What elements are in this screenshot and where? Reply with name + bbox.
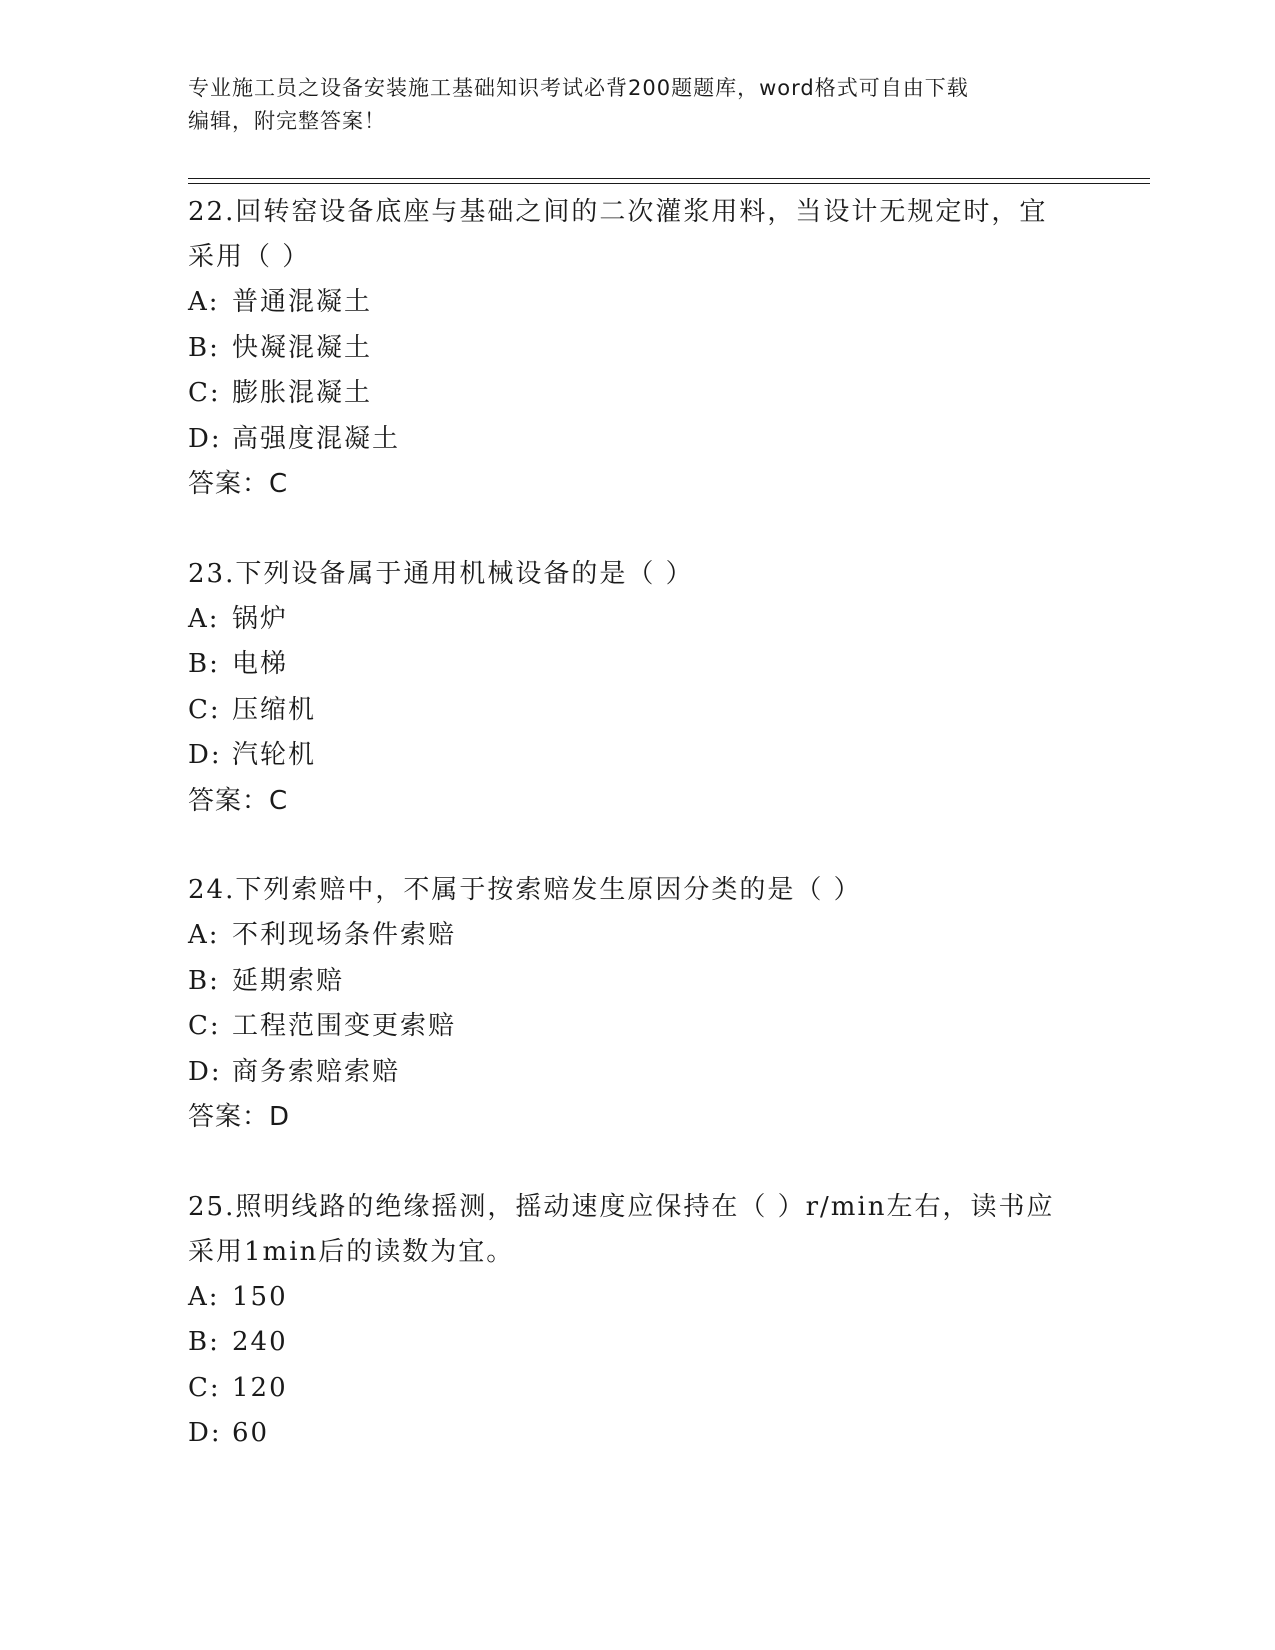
option-key: B: bbox=[188, 332, 220, 363]
option-text: 电梯 bbox=[232, 649, 289, 679]
option-text: 工程范围变更索赔 bbox=[232, 1011, 457, 1041]
header-title-line-2: 编辑，附完整答案！ bbox=[188, 109, 386, 133]
option-key: D: bbox=[188, 1056, 222, 1087]
option-d bbox=[188, 417, 1088, 463]
option-key: B: bbox=[188, 965, 220, 996]
option-b bbox=[188, 1320, 1088, 1366]
question-text: 25.照明线路的绝缘摇测，摇动速度应保持在（ ）r/min左右，读书应 bbox=[188, 1191, 1055, 1222]
question-text-continued: 采用（ ） bbox=[188, 242, 311, 272]
question-text: 23.下列设备属于通用机械设备的是（ ） bbox=[188, 558, 694, 589]
document-header bbox=[188, 72, 1088, 138]
answer-label: 答案：D bbox=[188, 1102, 291, 1132]
option-c bbox=[188, 1004, 1088, 1050]
option-text: 150 bbox=[232, 1281, 288, 1312]
option-key: C: bbox=[188, 1011, 221, 1041]
option-b bbox=[188, 642, 1088, 688]
option-key: A: bbox=[188, 603, 220, 634]
header-divider-bottom bbox=[188, 183, 1150, 184]
header-divider-top bbox=[188, 178, 1150, 179]
option-d bbox=[188, 1050, 1088, 1096]
option-b bbox=[188, 326, 1088, 372]
question-23 bbox=[188, 552, 1088, 825]
option-b bbox=[188, 959, 1088, 1005]
answer-label: 答案：C bbox=[188, 785, 289, 816]
option-key: C: bbox=[188, 378, 221, 408]
option-text: 膨胀混凝土 bbox=[232, 378, 373, 408]
option-d bbox=[188, 733, 1088, 779]
option-text: 商务索赔索赔 bbox=[232, 1056, 401, 1087]
option-text: 60 bbox=[232, 1418, 270, 1448]
option-key: D: bbox=[188, 423, 222, 454]
option-c bbox=[188, 1366, 1088, 1412]
option-a bbox=[188, 1275, 1088, 1321]
option-key: B: bbox=[188, 1327, 220, 1357]
question-text-continued: 采用1min后的读数为宜。 bbox=[188, 1236, 515, 1267]
answer-label: 答案：C bbox=[188, 469, 289, 499]
option-key: A: bbox=[188, 1281, 220, 1312]
option-a bbox=[188, 597, 1088, 643]
option-text: 锅炉 bbox=[232, 603, 289, 634]
option-a bbox=[188, 913, 1088, 959]
option-key: A: bbox=[188, 287, 220, 317]
question-list bbox=[188, 190, 1088, 1501]
option-text: 不利现场条件索赔 bbox=[232, 920, 457, 950]
question-22 bbox=[188, 190, 1088, 508]
option-c bbox=[188, 371, 1088, 417]
option-a bbox=[188, 280, 1088, 326]
option-d bbox=[188, 1411, 1088, 1457]
option-text: 延期索赔 bbox=[232, 965, 345, 996]
option-text: 高强度混凝土 bbox=[232, 423, 401, 454]
option-text: 240 bbox=[232, 1327, 288, 1357]
question-text: 24.下列索赔中，不属于按索赔发生原因分类的是（ ） bbox=[188, 875, 862, 905]
option-key: A: bbox=[188, 920, 220, 950]
option-key: D: bbox=[188, 1418, 222, 1448]
header-title-line-1: 专业施工员之设备安装施工基础知识考试必背200题题库，word格式可自由下载 bbox=[188, 76, 969, 100]
option-c bbox=[188, 688, 1088, 734]
option-key: C: bbox=[188, 1372, 221, 1403]
option-text: 120 bbox=[232, 1372, 288, 1403]
question-24 bbox=[188, 868, 1088, 1141]
option-key: B: bbox=[188, 649, 220, 679]
option-text: 普通混凝土 bbox=[232, 287, 373, 317]
option-text: 压缩机 bbox=[232, 694, 317, 725]
option-key: D: bbox=[188, 740, 222, 770]
question-25 bbox=[188, 1185, 1088, 1457]
option-text: 汽轮机 bbox=[232, 740, 317, 770]
option-text: 快凝混凝土 bbox=[232, 332, 373, 363]
question-text: 22.回转窑设备底座与基础之间的二次灌浆用料，当设计无规定时，宜 bbox=[188, 197, 1048, 227]
option-key: C: bbox=[188, 694, 221, 725]
